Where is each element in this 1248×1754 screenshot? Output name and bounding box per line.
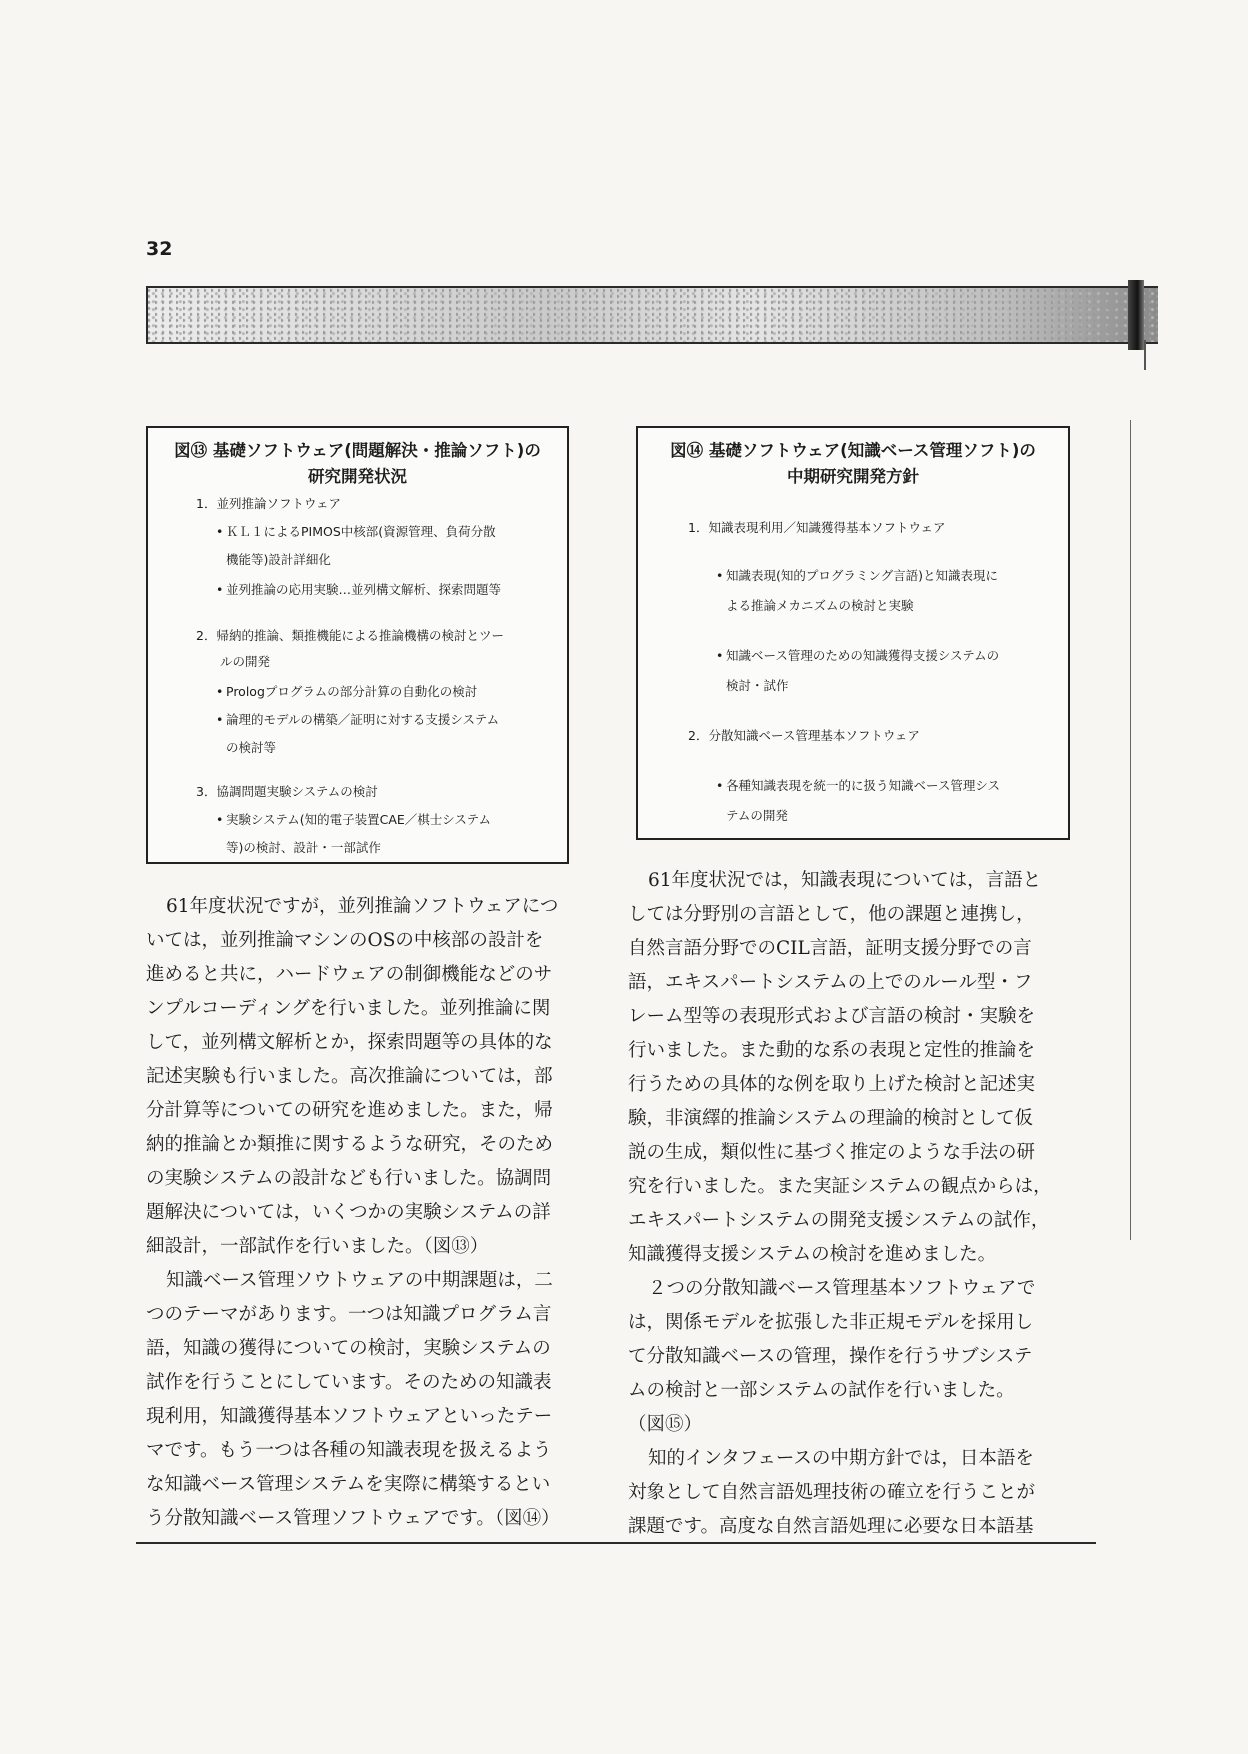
right-paragraph-line: 自然言語分野でのCIL言語，証明支援分野での言 [628, 938, 1032, 959]
figure-14-title-line1: 図⑭ 基礎ソフトウェア(知識ベース管理ソフト)の [670, 441, 1036, 460]
right-paragraph-line: 対象として自然言語処理技術の確立を行うことが [628, 1482, 1036, 1503]
figure-13-bullet: • 論理的モデルの構築／証明に対する支援システム [226, 706, 499, 734]
left-paragraph-line: つのテーマがあります。一つは知識プログラム言 [146, 1304, 552, 1325]
figure-13-bullet-cont: 等)の検討、設計・一部試作 [226, 840, 381, 855]
figure-14-section-1: 1．知識表現利用／知識獲得基本ソフトウェア [688, 520, 946, 535]
left-paragraph-line: 題解決については，いくつかの実験システムの詳 [146, 1202, 551, 1223]
margin-mark [1144, 340, 1146, 370]
figure-13-bullet-cont: 機能等)設計詳細化 [226, 552, 331, 567]
figure-13-bullet: • 並列推論の応用実験…並列構文解析、探索問題等 [226, 576, 501, 604]
bottom-rule [136, 1542, 1096, 1544]
left-paragraph-line: ンプルコーディングを行いました。並列推論に関 [146, 998, 551, 1019]
figure-13-section-2-cont: ルの開発 [220, 654, 271, 669]
figure-13-bullet: • 実験システム(知的電子装置CAE／棋士システム [226, 806, 491, 834]
right-paragraph-line: 行うための具体的な例を取り上げた検討と記述実 [628, 1074, 1036, 1095]
left-paragraph-line: 進めると共に，ハードウェアの制御機能などのサ [146, 964, 553, 985]
left-paragraph-line: 試作を行うことにしています。そのための知識表 [146, 1372, 552, 1393]
left-paragraph-line: う分散知識ベース管理ソフトウェアです。（図⑭） [146, 1508, 560, 1529]
right-paragraph-line: て分散知識ベースの管理，操作を行うサブシステ [628, 1346, 1033, 1367]
figure-13-box [146, 426, 569, 864]
left-paragraph-line: いては，並列推論マシンのOSの中核部の設計を [146, 930, 544, 951]
right-paragraph-line: しては分野別の言語として，他の課題と連携し， [628, 904, 1035, 925]
left-paragraph-line: 現利用，知識獲得基本ソフトウェアといったテー [146, 1406, 553, 1427]
right-paragraph-line: 61年度状況では，知識表現については，言語と [648, 870, 1042, 891]
figure-13-bullet: • ＫＬ１によるPIMOS中核部(資源管理、負荷分散 [226, 518, 496, 546]
figure-13-section-3: 3．協調問題実験システムの検討 [196, 784, 378, 799]
left-paragraph-line: 知識ベース管理ソウトウェアの中期課題は，二 [166, 1270, 553, 1291]
right-paragraph-line: エキスパートシステムの開発支援システムの試作， [628, 1210, 1050, 1231]
figure-14-bullet: • 知識表現(知的プログラミング言語)と知識表現に [726, 562, 998, 590]
right-paragraph-line: は，関係モデルを拡張した非正規モデルを採用し [628, 1312, 1034, 1333]
figure-13-bullet-cont: の検討等 [226, 740, 277, 755]
figure-14-bullet: • 各種知識表現を統一的に扱う知識ベース管理シス [726, 772, 1000, 800]
left-paragraph-line: 分計算等についての研究を進めました。また，帰 [146, 1100, 553, 1121]
page-number: 32 [146, 238, 173, 260]
figure-14-bullet-cont: テムの開発 [726, 808, 788, 823]
left-paragraph-line: 細設計，一部試作を行いました。（図⑬） [146, 1236, 489, 1257]
left-paragraph-line: 納的推論とか類推に関するような研究，そのため [146, 1134, 554, 1155]
left-paragraph-line: して，並列構文解析とか，探索問題等の具体的な [146, 1032, 553, 1053]
figure-13-title-line1: 図⑬ 基礎ソフトウェア(問題解決・推論ソフト)の [174, 441, 541, 460]
left-paragraph-line: 61年度状況ですが，並列推論ソフトウェアにつ [166, 896, 559, 917]
left-paragraph-line: の実験システムの設計なども行いました。協調問 [146, 1168, 552, 1189]
left-paragraph-line: 語，知識の獲得についての検討，実験システムの [146, 1338, 551, 1359]
figure-13-bullet: • Prologプログラムの部分計算の自動化の検討 [226, 678, 477, 706]
right-paragraph-line: （図⑮） [628, 1414, 703, 1435]
right-paragraph-line: ２つの分散知識ベース管理基本ソフトウェアで [648, 1278, 1036, 1299]
figure-14-bullet: • 知識ベース管理のための知識獲得支援システムの [726, 642, 999, 670]
right-paragraph-line: 知識獲得支援システムの検討を進めました。 [628, 1244, 997, 1265]
figure-13-title-line2: 研究開発状況 [308, 467, 407, 486]
right-paragraph-line: 説の生成，類似性に基づく推定のような手法の研 [628, 1142, 1036, 1163]
figure-14-bullet-cont: 検討・試作 [726, 678, 789, 693]
figure-13-section-2: 2．帰納的推論、類推機能による推論機構の検討とツー [196, 628, 504, 643]
left-paragraph-line: マです。もう一つは各種の知識表現を扱えるよう [146, 1440, 552, 1461]
figure-14-box [636, 426, 1070, 840]
margin-mark [1130, 420, 1131, 1240]
right-paragraph-line: 究を行いました。また実証システムの観点からは， [628, 1176, 1052, 1197]
right-paragraph-line: 語，エキスパートシステムの上でのルール型・フ [628, 972, 1033, 993]
figure-14-section-2: 2．分散知識ベース管理基本ソフトウェア [688, 728, 920, 743]
figure-14-title-line2: 中期研究開発方針 [787, 467, 919, 486]
figure-13-section-1: 1．並列推論ソフトウェア [196, 496, 341, 511]
right-paragraph-line: レーム型等の表現形式および言語の検討・実験を [628, 1006, 1036, 1027]
figure-14-bullet-cont: よる推論メカニズムの検討と実験 [726, 598, 914, 613]
left-paragraph-line: な知識ベース管理システムを実際に構築するとい [146, 1474, 551, 1495]
right-paragraph-line: 行いました。また動的な系の表現と定性的推論を [628, 1040, 1036, 1061]
right-paragraph-line: 知的インタフェースの中期方針では，日本語を [648, 1448, 1034, 1469]
right-paragraph-line: 課題です。高度な自然言語処理に必要な日本語基 [628, 1516, 1034, 1537]
right-paragraph-line: 験，非演繹的推論システムの理論的検討として仮 [628, 1108, 1034, 1129]
right-paragraph-line: ムの検討と一部システムの試作を行いました。 [628, 1380, 1015, 1401]
header-band-end [1128, 280, 1144, 350]
left-paragraph-line: 記述実験も行いました。高次推論については，部 [146, 1066, 553, 1087]
header-band [146, 286, 1158, 344]
